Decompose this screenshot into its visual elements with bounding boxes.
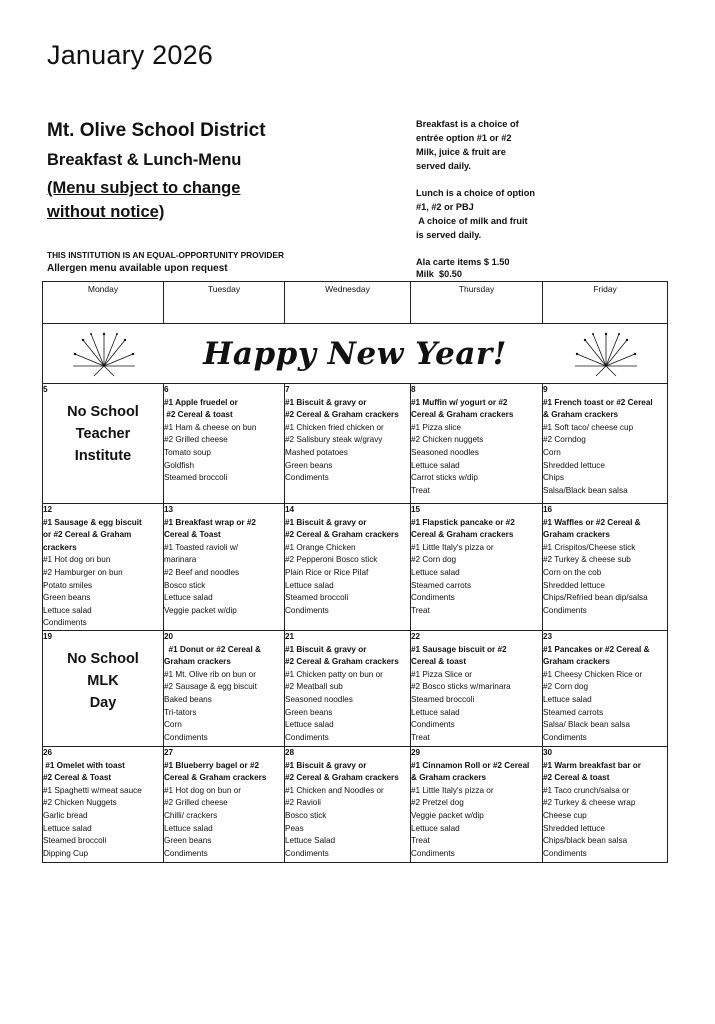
- menu-item: Lettuce salad: [164, 823, 213, 833]
- menu-item: #1 Taco crunch/salsa or: [543, 785, 630, 795]
- week-row: [43, 504, 668, 631]
- day-number: 12: [43, 505, 53, 514]
- day-cell: [543, 384, 668, 504]
- menu-item: Condiments: [411, 593, 455, 603]
- weekday-header: Thursday: [411, 282, 543, 324]
- menu-item: #2 Corndog: [543, 435, 586, 445]
- firework-icon: [571, 330, 641, 378]
- menu-item: #2 Grilled cheese: [164, 798, 228, 808]
- breakfast-option: #2 Cereal & Graham crackers: [285, 410, 399, 420]
- info-line: Milk $0.50: [416, 269, 462, 279]
- no-school-line: MLK: [87, 672, 119, 689]
- day-cell: [543, 630, 668, 746]
- day-cell: [43, 504, 164, 631]
- breakfast-option: #1 Sausage biscuit or #2: [411, 644, 507, 654]
- menu-item: Chilli/ crackers: [164, 810, 218, 820]
- menu-item: #2 Corn dog: [411, 555, 457, 565]
- week-row: [43, 630, 668, 746]
- menu-item: Baked beans: [164, 694, 212, 704]
- allergen-text: Allergen menu available upon request: [47, 263, 228, 274]
- info-line: Milk, juice & fruit are: [416, 147, 506, 157]
- menu-notice: [47, 176, 277, 224]
- ala-carte-info: [416, 256, 556, 280]
- notice-line: (Menu subject to change: [47, 179, 241, 197]
- breakfast-option: & Graham crackers: [411, 773, 487, 783]
- no-school-line: Institute: [74, 447, 132, 464]
- menu-item: #1 Mt. Olive rib on bun or: [164, 669, 256, 679]
- menu-item: Steamed carrots: [411, 580, 472, 590]
- menu-item: Chips: [543, 473, 564, 483]
- menu-item: Treat: [411, 836, 430, 846]
- breakfast-option: Cereal & Graham crackers: [411, 410, 514, 420]
- menu-item: Salsa/ Black bean salsa: [543, 720, 630, 730]
- breakfast-option: Cereal & Toast: [164, 530, 221, 540]
- day-number: 22: [411, 631, 421, 641]
- menu-item: Steamed broccoli: [411, 694, 475, 704]
- info-line: Lunch is a choice of option: [416, 188, 535, 198]
- menu-item: Green beans: [285, 460, 333, 470]
- menu-item: #1 Spaghetti w/meat sauce: [43, 785, 142, 795]
- menu-item: #2 Turkey & cheese sub: [543, 555, 631, 565]
- day-cell: [164, 630, 285, 746]
- menu-item: #1 Hot dog on bun or: [164, 785, 241, 795]
- breakfast-option: crackers: [43, 542, 77, 552]
- day-number: 28: [285, 747, 295, 757]
- menu-item: Carrot sticks w/dip: [411, 473, 478, 483]
- breakfast-option: #1 Biscuit & gravy or: [285, 397, 367, 407]
- menu-item: Condiments: [543, 732, 587, 742]
- day-cell: [543, 504, 668, 631]
- breakfast-option: #1 Warm breakfast bar or: [543, 760, 641, 770]
- breakfast-option: #1 Blueberry bagel or #2: [164, 760, 260, 770]
- breakfast-info: [416, 117, 556, 173]
- breakfast-option: #2 Cereal & Graham crackers: [285, 657, 399, 667]
- menu-item: Steamed broccoli: [285, 593, 349, 603]
- day-cell: [543, 746, 668, 862]
- menu-item: Bosco stick: [164, 580, 206, 590]
- breakfast-option: #1 Biscuit & gravy or: [285, 517, 367, 527]
- menu-item: #2 Pepperoni Bosco stick: [285, 555, 378, 565]
- info-line: A choice of milk and fruit: [416, 216, 528, 226]
- menu-item: Steamed broccoli: [164, 473, 228, 483]
- breakfast-option: #1 Biscuit & gravy or: [285, 760, 367, 770]
- no-school-line: Day: [89, 694, 117, 711]
- menu-item: Lettuce salad: [285, 580, 334, 590]
- day-cell: [43, 630, 164, 746]
- menu-item: Treat: [411, 605, 430, 615]
- menu-item: Condiments: [285, 848, 329, 858]
- menu-item: #2 Pretzel dog: [411, 798, 464, 808]
- day-number: 14: [285, 505, 295, 514]
- menu-item: #2 Bosco sticks w/marinara: [411, 682, 511, 692]
- menu-item: #1 Toasted ravioli w/: [164, 542, 239, 552]
- menu-item: Condiments: [543, 848, 587, 858]
- menu-item: #1 Little Italy's pizza or: [411, 542, 494, 552]
- menu-item: Lettuce salad: [411, 707, 460, 717]
- breakfast-option: #1 Waffles or #2 Cereal &: [543, 517, 641, 527]
- breakfast-option: #2 Cereal & Graham crackers: [285, 773, 399, 783]
- district-name: Mt. Olive School District: [47, 120, 266, 141]
- menu-item: #1 Hot dog on bun: [43, 555, 111, 565]
- menu-item: Veggie packet w/dip: [411, 810, 484, 820]
- breakfast-option: & Graham crackers: [543, 410, 619, 420]
- menu-item: Condiments: [164, 848, 208, 858]
- breakfast-option: #1 Muffin w/ yogurt or #2: [411, 397, 508, 407]
- menu-item: #1 Crispitos/Cheese stick: [543, 542, 636, 552]
- menu-item: #2 Grilled cheese: [164, 435, 228, 445]
- menu-item: Bosco stick: [285, 810, 327, 820]
- menu-item: #1 Chicken and Noodles or: [285, 785, 384, 795]
- menu-calendar: [42, 281, 668, 863]
- menu-item: Green beans: [285, 707, 333, 717]
- banner-title: Happy New Year!: [203, 335, 507, 372]
- menu-item: Peas: [285, 823, 304, 833]
- menu-item: Condiments: [164, 732, 208, 742]
- firework-icon: [69, 330, 139, 378]
- breakfast-option: #1 Cinnamon Roll or #2 Cereal: [411, 760, 530, 770]
- notice-line: without notice): [47, 203, 165, 221]
- no-school-line: No School: [67, 403, 139, 420]
- menu-item: #2 Hamburger on bun: [43, 567, 123, 577]
- day-number: 23: [543, 631, 553, 641]
- breakfast-option: #1 Breakfast wrap or #2: [164, 517, 256, 527]
- breakfast-option: Cereal & toast: [411, 657, 467, 667]
- menu-item: #1 Little Italy's pizza or: [411, 785, 494, 795]
- menu-item: #2 Beef and noodles: [164, 567, 240, 577]
- day-number: 20: [164, 631, 174, 641]
- breakfast-option: Graham crackers: [543, 530, 610, 540]
- menu-item: Shredded lettuce: [543, 823, 605, 833]
- menu-item: #1 Pizza slice: [411, 422, 462, 432]
- breakfast-option: #1 French toast or #2 Cereal: [543, 397, 653, 407]
- menu-item: Plain Rice or Rice Pilaf: [285, 567, 369, 577]
- day-cell: [164, 384, 285, 504]
- day-number: 9: [543, 385, 548, 394]
- breakfast-option: #1 Flapstick pancake or #2: [411, 517, 515, 527]
- no-school-notice: [43, 648, 163, 714]
- menu-item: Mashed potatoes: [285, 447, 348, 457]
- menu-item: Lettuce salad: [164, 593, 213, 603]
- day-number: 29: [411, 747, 421, 757]
- menu-item: Lettuce salad: [411, 567, 460, 577]
- info-line: is served daily.: [416, 230, 482, 240]
- menu-item: #1 Soft taco/ cheese cup: [543, 422, 634, 432]
- menu-item: Goldfish: [164, 460, 195, 470]
- breakfast-option: #1 Biscuit & gravy or: [285, 644, 367, 654]
- breakfast-option: #1 Omelet with toast: [43, 760, 125, 770]
- weekday-header: Monday: [43, 282, 164, 324]
- menu-item: #1 Ham & cheese on bun: [164, 422, 257, 432]
- menu-item: Condiments: [411, 720, 455, 730]
- menu-item: Lettuce salad: [43, 823, 92, 833]
- day-cell: [285, 384, 411, 504]
- menu-item: Seasoned noodles: [411, 447, 479, 457]
- menu-item: Steamed broccoli: [43, 836, 107, 846]
- week-row: [43, 746, 668, 862]
- menu-item: Lettuce salad: [543, 694, 592, 704]
- menu-item: Lettuce salad: [411, 823, 460, 833]
- breakfast-option: #1 Pancakes or #2 Cereal &: [543, 644, 650, 654]
- menu-item: Condiments: [543, 605, 587, 615]
- weekday-header: Tuesday: [164, 282, 285, 324]
- breakfast-option: Cereal & Graham crackers: [411, 530, 514, 540]
- day-number: 27: [164, 747, 174, 757]
- breakfast-option: #2 Cereal & Graham crackers: [285, 530, 399, 540]
- equal-opportunity-text: THIS INSTITUTION IS AN EQUAL-OPPORTUNITY PROVIDER: [47, 250, 284, 260]
- menu-item: Lettuce salad: [285, 720, 334, 730]
- menu-item: Chips/black bean salsa: [543, 836, 628, 846]
- menu-item: Shredded lettuce: [543, 580, 605, 590]
- menu-item: Condiments: [285, 732, 329, 742]
- day-number: 15: [411, 505, 421, 514]
- page-title: January 2026: [47, 40, 214, 70]
- day-cell: [285, 630, 411, 746]
- no-school-line: No School: [67, 650, 139, 667]
- menu-item: Potato smiles: [43, 580, 93, 590]
- menu-item: Condiments: [285, 605, 329, 615]
- day-number: 19: [43, 631, 53, 641]
- menu-item: #2 Meatball sub: [285, 682, 343, 692]
- day-cell: [43, 746, 164, 862]
- day-number: 30: [543, 747, 553, 757]
- day-number: 6: [164, 385, 169, 394]
- banner-row: [43, 324, 668, 384]
- menu-item: Treat: [411, 732, 430, 742]
- menu-item: #1 Chicken fried chicken or: [285, 422, 384, 432]
- menu-item: Corn: [164, 720, 182, 730]
- menu-item: Corn on the cob: [543, 567, 602, 577]
- no-school-line: Teacher: [75, 425, 131, 442]
- menu-item: #2 Turkey & cheese wrap: [543, 798, 636, 808]
- menu-item: Garlic bread: [43, 810, 88, 820]
- menu-item: #2 Corn dog: [543, 682, 589, 692]
- menu-item: #1 Pizza Slice or: [411, 669, 472, 679]
- menu-item: #2 Ravioli: [285, 798, 321, 808]
- day-number: 21: [285, 631, 295, 641]
- menu-item: Condiments: [43, 618, 87, 628]
- day-cell: [411, 746, 543, 862]
- info-line: Breakfast is a choice of: [416, 119, 519, 129]
- info-line: Ala carte items $ 1.50: [416, 257, 510, 267]
- menu-item: Condiments: [285, 473, 329, 483]
- info-line: served daily.: [416, 161, 471, 171]
- weekday-header: Friday: [543, 282, 668, 324]
- menu-item: Tomato soup: [164, 447, 211, 457]
- breakfast-option: Cereal & Graham crackers: [164, 773, 267, 783]
- breakfast-option: Graham crackers: [164, 657, 231, 667]
- breakfast-option: #1 Sausage & egg biscuit: [43, 517, 142, 527]
- info-line: entrée option #1 or #2: [416, 133, 512, 143]
- menu-item: Chips/Refried bean dip/salsa: [543, 593, 648, 603]
- breakfast-option: #2 Cereal & toast: [543, 773, 610, 783]
- menu-item: #1 Cheesy Chicken Rice or: [543, 669, 643, 679]
- day-cell: [285, 746, 411, 862]
- menu-item: #2 Chicken Nuggets: [43, 798, 117, 808]
- menu-item: Steamed carrots: [543, 707, 604, 717]
- menu-item: Dipping Cup: [43, 848, 89, 858]
- breakfast-option: Graham crackers: [543, 657, 610, 667]
- menu-item: Green beans: [164, 836, 212, 846]
- menu-item: Corn: [543, 447, 561, 457]
- menu-item: Veggie packet w/dip: [164, 605, 237, 615]
- menu-item: Lettuce Salad: [285, 836, 336, 846]
- breakfast-option: #2 Cereal & Toast: [43, 773, 112, 783]
- breakfast-option: #1 Apple fruedel or: [164, 397, 238, 407]
- menu-item: Seasoned noodles: [285, 694, 353, 704]
- menu-title: Breakfast & Lunch-Menu: [47, 151, 242, 169]
- lunch-info: [416, 186, 556, 242]
- day-cell: [164, 746, 285, 862]
- day-number: 16: [543, 505, 553, 514]
- day-number: 26: [43, 747, 53, 757]
- no-school-notice: [43, 401, 163, 467]
- weekday-header-row: [43, 282, 668, 324]
- day-number: 8: [411, 385, 416, 394]
- menu-item: #1 Orange Chicken: [285, 542, 356, 552]
- breakfast-option: #1 Donut or #2 Cereal &: [164, 644, 261, 654]
- day-cell: [164, 504, 285, 631]
- menu-item: #2 Sausage & egg biscuit: [164, 682, 257, 692]
- day-cell: [411, 384, 543, 504]
- day-cell: [43, 384, 164, 504]
- menu-item: #2 Salisbury steak w/gravy: [285, 435, 383, 445]
- week-row: [43, 384, 668, 504]
- menu-item: Tri-tators: [164, 707, 197, 717]
- day-cell: [411, 630, 543, 746]
- menu-item: Treat: [411, 485, 430, 495]
- menu-item: Shredded lettuce: [543, 460, 605, 470]
- day-cell: [285, 504, 411, 631]
- menu-item: Lettuce salad: [411, 460, 460, 470]
- menu-item: #1 Chicken patty on bun or: [285, 669, 383, 679]
- info-line: #1, #2 or PBJ: [416, 202, 474, 212]
- day-cell: [411, 504, 543, 631]
- menu-item: Condiments: [411, 848, 455, 858]
- breakfast-option: or #2 Cereal & Graham: [43, 530, 132, 540]
- weekday-header: Wednesday: [285, 282, 411, 324]
- day-number: 13: [164, 505, 174, 514]
- day-number: 5: [43, 385, 48, 394]
- menu-item: #2 Chicken nuggets: [411, 435, 484, 445]
- menu-item: Salsa/Black bean salsa: [543, 485, 628, 495]
- menu-item: marinara: [164, 555, 197, 565]
- breakfast-option: #2 Cereal & toast: [164, 410, 233, 420]
- menu-item: Green beans: [43, 593, 91, 603]
- day-number: 7: [285, 385, 290, 394]
- menu-item: Cheese cup: [543, 810, 587, 820]
- banner-cell: [43, 324, 668, 384]
- menu-item: Lettuce salad: [43, 605, 92, 615]
